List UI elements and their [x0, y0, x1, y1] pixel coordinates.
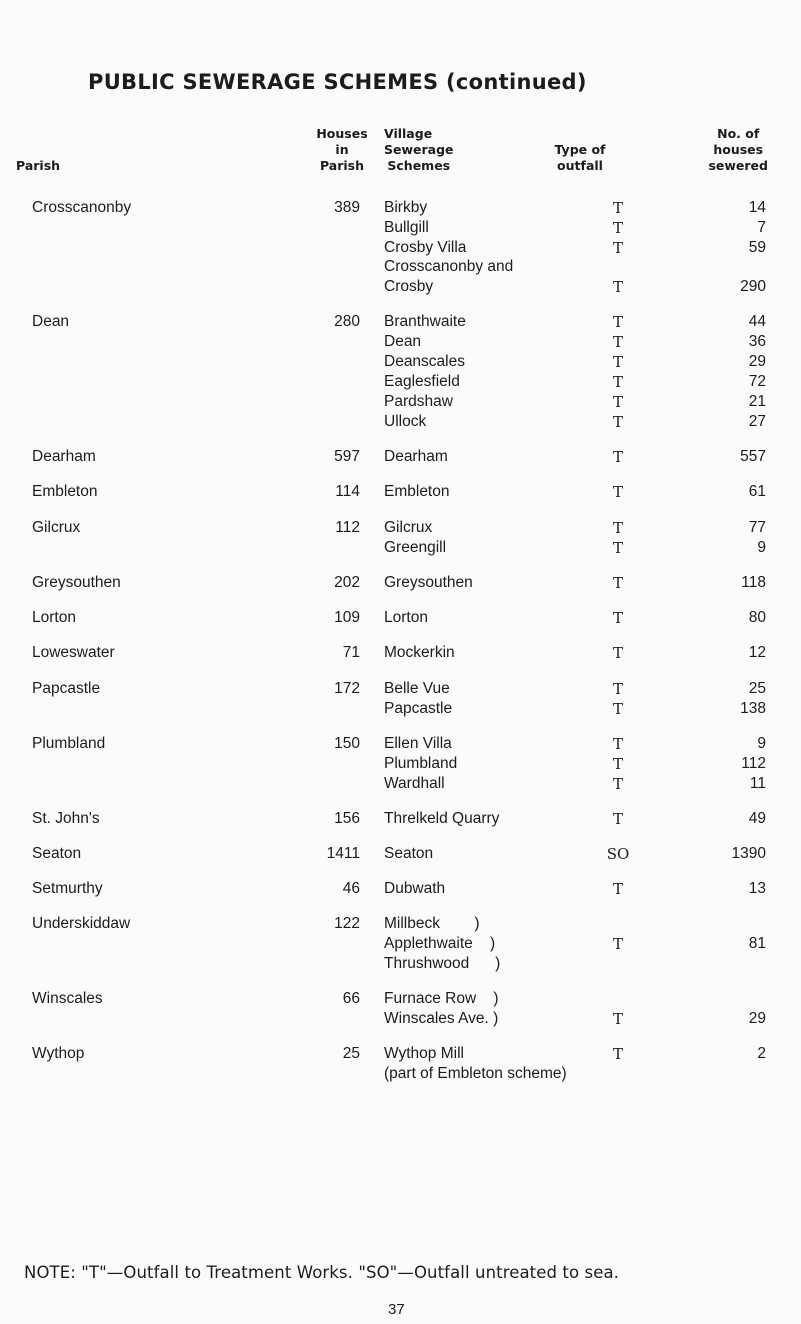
table-cell-scheme: Pardshaw — [384, 393, 453, 410]
table-cell-scheme: Gilcrux — [384, 519, 433, 536]
table-cell-type: T — [612, 239, 624, 257]
table-cell-houses: 280 — [334, 313, 360, 330]
table-cell-type: T — [612, 574, 624, 592]
table-cell-parish: Embleton — [32, 483, 98, 500]
table-cell-type: T — [612, 519, 624, 537]
table-cell-parish: Dearham — [32, 448, 96, 465]
table-cell-houses: 172 — [334, 680, 360, 697]
table-cell-sewered: 12 — [748, 644, 766, 661]
table-cell-type: T — [612, 448, 624, 466]
table-cell-houses: 25 — [342, 1045, 360, 1062]
table-cell-scheme: (part of Embleton scheme) — [384, 1065, 567, 1082]
table-cell-type: T — [612, 353, 624, 371]
table-cell-type: T — [612, 413, 624, 431]
table-cell-scheme: Dean — [384, 333, 422, 350]
table-cell-scheme: Ullock — [384, 413, 427, 430]
table-cell-sewered: 27 — [748, 413, 766, 430]
table-cell-scheme: Crosby Villa — [384, 239, 467, 256]
table-cell-type: T — [612, 810, 624, 828]
table-cell-type: T — [612, 539, 624, 557]
table-cell-type: T — [612, 775, 624, 793]
table-cell-type: T — [612, 880, 624, 898]
table-cell-sewered: 44 — [748, 313, 766, 330]
table-cell-houses: 1411 — [326, 845, 360, 862]
header-village-sewerage-schemes: Village Sewerage Schemes — [384, 126, 454, 173]
table-cell-scheme: Dubwath — [384, 880, 446, 897]
table-cell-type: T — [612, 278, 624, 296]
table-cell-scheme: Furnace Row ) — [384, 990, 499, 1007]
table-cell-scheme: Embleton — [384, 483, 450, 500]
table-cell-scheme: Wythop Mill — [384, 1045, 464, 1062]
table-cell-sewered: 81 — [748, 935, 766, 952]
table-cell-parish: Wythop — [32, 1045, 85, 1062]
table-cell-type: T — [612, 333, 624, 351]
table-cell-sewered: 557 — [740, 448, 766, 465]
table-cell-houses: 66 — [342, 990, 360, 1007]
table-cell-houses: 112 — [335, 519, 360, 536]
table-cell-houses: 597 — [334, 448, 360, 465]
table-cell-type: T — [612, 219, 624, 237]
table-cell-parish: Loweswater — [32, 644, 115, 661]
table-cell-scheme: Lorton — [384, 609, 428, 626]
table-cell-sewered: 21 — [748, 393, 766, 410]
table-cell-sewered: 59 — [748, 239, 766, 256]
table-cell-scheme: Branthwaite — [384, 313, 466, 330]
page-number: 37 — [388, 1301, 405, 1318]
table-cell-parish: St. John's — [32, 810, 100, 827]
table-cell-sewered: 290 — [740, 278, 766, 295]
table-cell-scheme: Thrushwood ) — [384, 955, 501, 972]
table-cell-scheme: Wardhall — [384, 775, 445, 792]
table-cell-scheme: Plumbland — [384, 755, 458, 772]
table-cell-scheme: Seaton — [384, 845, 434, 862]
table-cell-scheme: Ellen Villa — [384, 735, 452, 752]
table-cell-scheme: Belle Vue — [384, 680, 450, 697]
table-cell-type: T — [612, 680, 624, 698]
table-cell-sewered: 29 — [748, 353, 766, 370]
footnote: NOTE: "T"—Outfall to Treatment Works. "SO"—Outfall untreated to sea. — [24, 1263, 620, 1282]
table-cell-parish: Papcastle — [32, 680, 101, 697]
table-cell-sewered: 2 — [757, 1045, 766, 1062]
table-cell-houses: 122 — [334, 915, 360, 932]
table-cell-scheme: Dearham — [384, 448, 448, 465]
table-cell-sewered: 13 — [748, 880, 766, 897]
table-cell-scheme: Mockerkin — [384, 644, 455, 661]
table-cell-type: SO — [606, 845, 630, 863]
table-cell-scheme: Bullgill — [384, 219, 429, 236]
table-cell-type: T — [612, 199, 624, 217]
table-cell-sewered: 77 — [748, 519, 766, 536]
table-cell-houses: 109 — [334, 609, 360, 626]
table-cell-sewered: 7 — [757, 219, 766, 236]
table-cell-parish: Seaton — [32, 845, 82, 862]
table-cell-scheme: Crosscanonby and — [384, 258, 514, 275]
table-cell-type: T — [612, 644, 624, 662]
table-cell-type: T — [612, 483, 624, 501]
table-cell-sewered: 14 — [748, 199, 766, 216]
table-cell-sewered: 29 — [748, 1010, 766, 1027]
table-cell-houses: 389 — [334, 199, 360, 216]
table-cell-type: T — [612, 313, 624, 331]
table-cell-type: T — [612, 393, 624, 411]
table-cell-scheme: Threlkeld Quarry — [384, 810, 500, 827]
table-cell-parish: Dean — [32, 313, 70, 330]
table-cell-houses: 150 — [334, 735, 360, 752]
table-cell-sewered: 25 — [748, 680, 766, 697]
table-cell-sewered: 118 — [741, 574, 766, 591]
table-cell-scheme: Crosby — [384, 278, 434, 295]
table-cell-parish: Plumbland — [32, 735, 106, 752]
header-houses-sewered: No. of houses sewered — [708, 126, 768, 173]
table-cell-houses: 156 — [334, 810, 360, 827]
table-cell-type: T — [612, 609, 624, 627]
table-cell-type: T — [612, 1010, 624, 1028]
table-cell-parish: Crosscanonby — [32, 199, 132, 216]
table-cell-sewered: 61 — [748, 483, 766, 500]
table-cell-sewered: 80 — [748, 609, 766, 626]
table-cell-parish: Winscales — [32, 990, 103, 1007]
table-cell-scheme: Applethwaite ) — [384, 935, 496, 952]
table-cell-scheme: Deanscales — [384, 353, 465, 370]
table-cell-houses: 46 — [342, 880, 360, 897]
header-houses-in-parish: Houses in Parish — [316, 126, 368, 173]
table-cell-type: T — [612, 755, 624, 773]
header-parish: Parish — [16, 158, 61, 173]
table-cell-houses: 114 — [335, 483, 360, 500]
table-cell-sewered: 9 — [757, 735, 766, 752]
table-cell-scheme: Winscales Ave. ) — [384, 1010, 499, 1027]
table-cell-houses: 202 — [334, 574, 360, 591]
table-cell-sewered: 36 — [748, 333, 766, 350]
table-cell-sewered: 9 — [757, 539, 766, 556]
table-cell-type: T — [612, 935, 624, 953]
table-cell-type: T — [612, 700, 624, 718]
table-cell-parish: Underskiddaw — [32, 915, 131, 932]
table-cell-sewered: 138 — [740, 700, 766, 717]
header-type-of-outfall: Type of outfall — [554, 142, 606, 173]
table-cell-parish: Greysouthen — [32, 574, 121, 591]
table-cell-sewered: 1390 — [731, 845, 766, 862]
page-title: PUBLIC SEWERAGE SCHEMES (continued) — [88, 70, 587, 94]
table-cell-scheme: Papcastle — [384, 700, 453, 717]
table-cell-parish: Lorton — [32, 609, 76, 626]
table-cell-parish: Setmurthy — [32, 880, 103, 897]
table-cell-scheme: Greengill — [384, 539, 447, 556]
table-cell-scheme: Eaglesfield — [384, 373, 460, 390]
table-cell-scheme: Millbeck ) — [384, 915, 480, 932]
table-cell-scheme: Birkby — [384, 199, 428, 216]
table-cell-scheme: Greysouthen — [384, 574, 473, 591]
table-cell-type: T — [612, 373, 624, 391]
table-cell-type: T — [612, 735, 624, 753]
table-cell-houses: 71 — [342, 644, 360, 661]
table-cell-sewered: 49 — [748, 810, 766, 827]
table-cell-parish: Gilcrux — [32, 519, 81, 536]
table-cell-sewered: 112 — [741, 755, 766, 772]
table-cell-type: T — [612, 1045, 624, 1063]
table-cell-sewered: 11 — [749, 775, 766, 792]
table-cell-sewered: 72 — [748, 373, 766, 390]
